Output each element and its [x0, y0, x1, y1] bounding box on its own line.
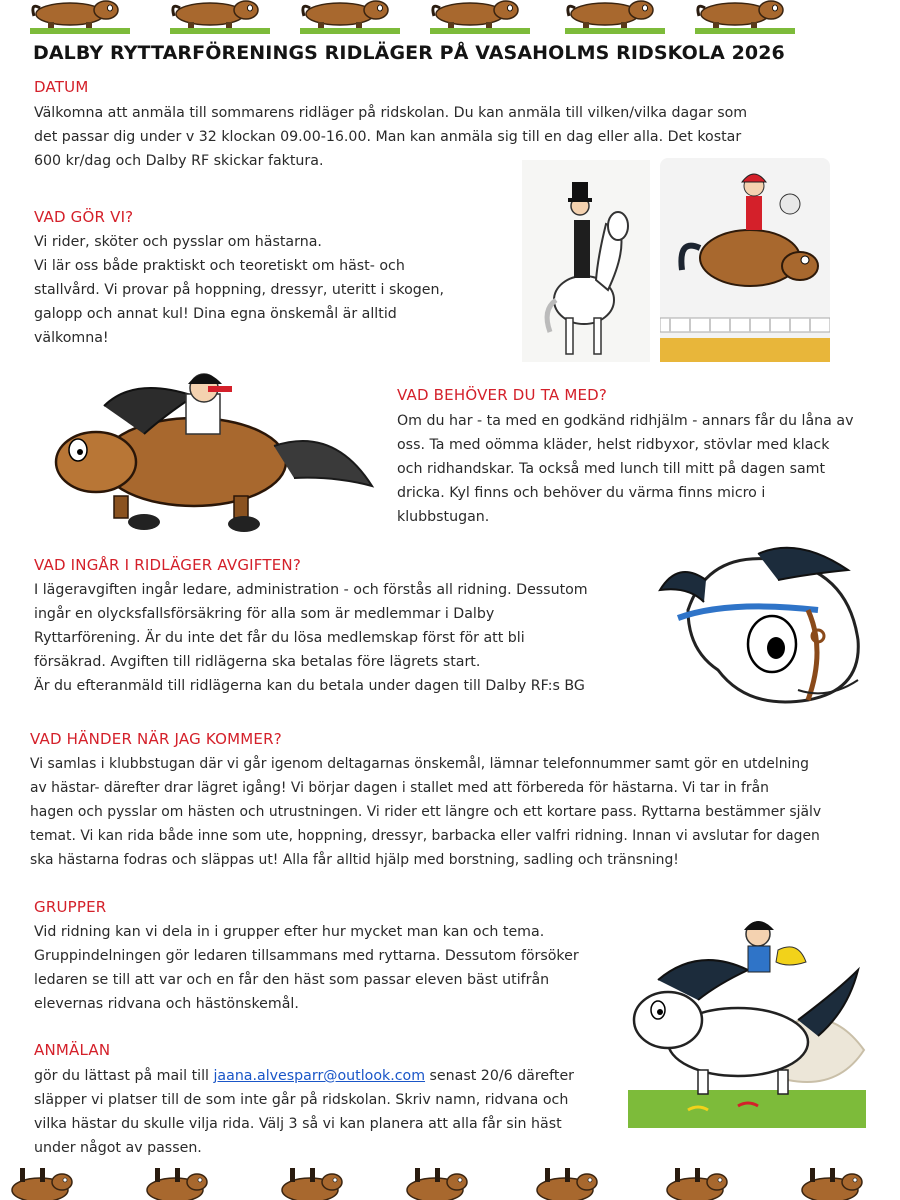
- text-line: galopp och annat kul! Dina egna önskemål är alltid: [34, 306, 397, 322]
- text-line: hagen och pysslar om hästen och utrustningen. Vi rider ett längre och ett kortare pass. Ryttarna bestämmer själv: [30, 804, 822, 820]
- text-line: dricka. Kyl finns och behöver du värma finns micro i: [397, 485, 766, 501]
- section-body-avgiften: [34, 578, 654, 698]
- white-pony-head-illustration: [648, 540, 870, 712]
- bottom-pony-strip: [0, 1164, 900, 1200]
- text-line: av hästar- därefter drar lägret igång! Vi börjar dagen i stallet med att förbereda för hästarna. Vi tar in från: [30, 780, 769, 796]
- section-body-grupper: [34, 920, 624, 1016]
- section-body-vad-gor-vi: [34, 230, 504, 350]
- pony-row-icon: [0, 0, 900, 36]
- text-line: välkomna!: [34, 330, 109, 346]
- pony-row-icon: [0, 1164, 900, 1200]
- text-line: Välkomna att anmäla till sommarens ridläger på ridskolan. Du kan anmäla till vilken/vilka dagar som: [34, 105, 748, 121]
- text-line: Är du efteranmäld till ridlägerna kan du betala under dagen till Dalby RF:s BG: [34, 678, 585, 694]
- text-line: I lägeravgiften ingår ledare, administration - och förstås all ridning. Dessutom: [34, 582, 588, 598]
- text-line: stallvård. Vi provar på hoppning, dressyr, uteritt i skogen,: [34, 282, 445, 298]
- galloping-pony-illustration: [44, 366, 378, 538]
- section-heading-datum: DATUM: [34, 78, 89, 96]
- email-link[interactable]: jaana.alvesparr@outlook.com: [213, 1068, 426, 1084]
- text-line: elevernas ridvana och hästönskemål.: [34, 996, 299, 1012]
- text-line: oss. Ta med oömma kläder, helst ridbyxor, stövlar med klack: [397, 437, 830, 453]
- running-white-pony-illustration: [628, 910, 866, 1128]
- section-heading-vad-gor-vi: VAD GÖR VI?: [34, 208, 134, 226]
- text-segment: gör du lättast på mail till: [34, 1068, 214, 1084]
- text-line: Vi lär oss både praktiskt och teoretiskt om häst- och: [34, 258, 405, 274]
- section-body-vad-behover: [397, 409, 877, 529]
- text-line: försäkrad. Avgiften till ridlägerna ska betalas före lägrets start.: [34, 654, 481, 670]
- text-line: temat. Vi kan rida både inne som ute, hoppning, dressyr, barbacka eller valfri ridning. Innan vi avslutar for dagen: [30, 828, 820, 844]
- text-line: Om du har - ta med en godkänd ridhjälm - annars får du låna av: [397, 413, 854, 429]
- text-line: [34, 1064, 624, 1088]
- section-body-anmalan: [34, 1064, 624, 1160]
- dressage-rider-illustration: [522, 160, 650, 362]
- text-line: ledaren se till att var och en får den häst som passar eleven bäst utifrån: [34, 972, 550, 988]
- section-heading-vad-behover: VAD BEHÖVER DU TA MED?: [397, 386, 608, 404]
- text-line: och ridhandskar. Ta också med lunch till mitt på dagen samt: [397, 461, 826, 477]
- text-line: 600 kr/dag och Dalby RF skickar faktura.: [34, 153, 324, 169]
- text-line: det passar dig under v 32 klockan 09.00-16.00. Man kan anmäla sig till en dag eller alla. Det kostar: [34, 129, 742, 145]
- text-line: Vid ridning kan vi dela in i grupper efter hur mycket man kan och tema.: [34, 924, 545, 940]
- section-heading-nar-jag-kommer: VAD HÄNDER NÄR JAG KOMMER?: [30, 730, 282, 748]
- text-line: Gruppindelningen gör ledaren tillsammans med ryttarna. Dessutom försöker: [34, 948, 579, 964]
- section-body-nar-jag-kommer: [30, 752, 890, 872]
- jumping-pony-illustration: [660, 158, 830, 362]
- text-line: Ryttarförening. Är du inte det får du lösa medlemskap först för att bli: [34, 630, 525, 646]
- text-line: vilka hästar du skulle vilja rida. Välj 3 så vi kan planera att alla får sin häst: [34, 1116, 562, 1132]
- section-heading-grupper: GRUPPER: [34, 898, 107, 916]
- text-line: ingår en olycksfallsförsäkring för alla som är medlemmar i Dalby: [34, 606, 495, 622]
- text-segment: senast 20/6 därefter: [425, 1068, 574, 1084]
- page-title: DALBY RYTTARFÖRENINGS RIDLÄGER PÅ VASAHOLMS RIDSKOLA 2026: [33, 42, 785, 64]
- top-pony-strip: [0, 0, 900, 36]
- text-line: släpper vi platser till de som inte går på ridskolan. Skriv namn, ridvana och: [34, 1092, 569, 1108]
- section-heading-anmalan: ANMÄLAN: [34, 1041, 111, 1059]
- section-heading-avgiften: VAD INGÅR I RIDLÄGER AVGIFTEN?: [34, 556, 301, 574]
- text-line: ska hästarna fodras och släppas ut! Alla får alltid hjälp med borstning, sadling och tränsning!: [30, 852, 679, 868]
- text-line: klubbstugan.: [397, 509, 490, 525]
- text-line: under något av passen.: [34, 1140, 202, 1156]
- text-line: Vi rider, sköter och pysslar om hästarna.: [34, 234, 322, 250]
- text-line: Vi samlas i klubbstugan där vi går igenom deltagarnas önskemål, lämnar telefonnummer samt gör en utdelning: [30, 756, 810, 772]
